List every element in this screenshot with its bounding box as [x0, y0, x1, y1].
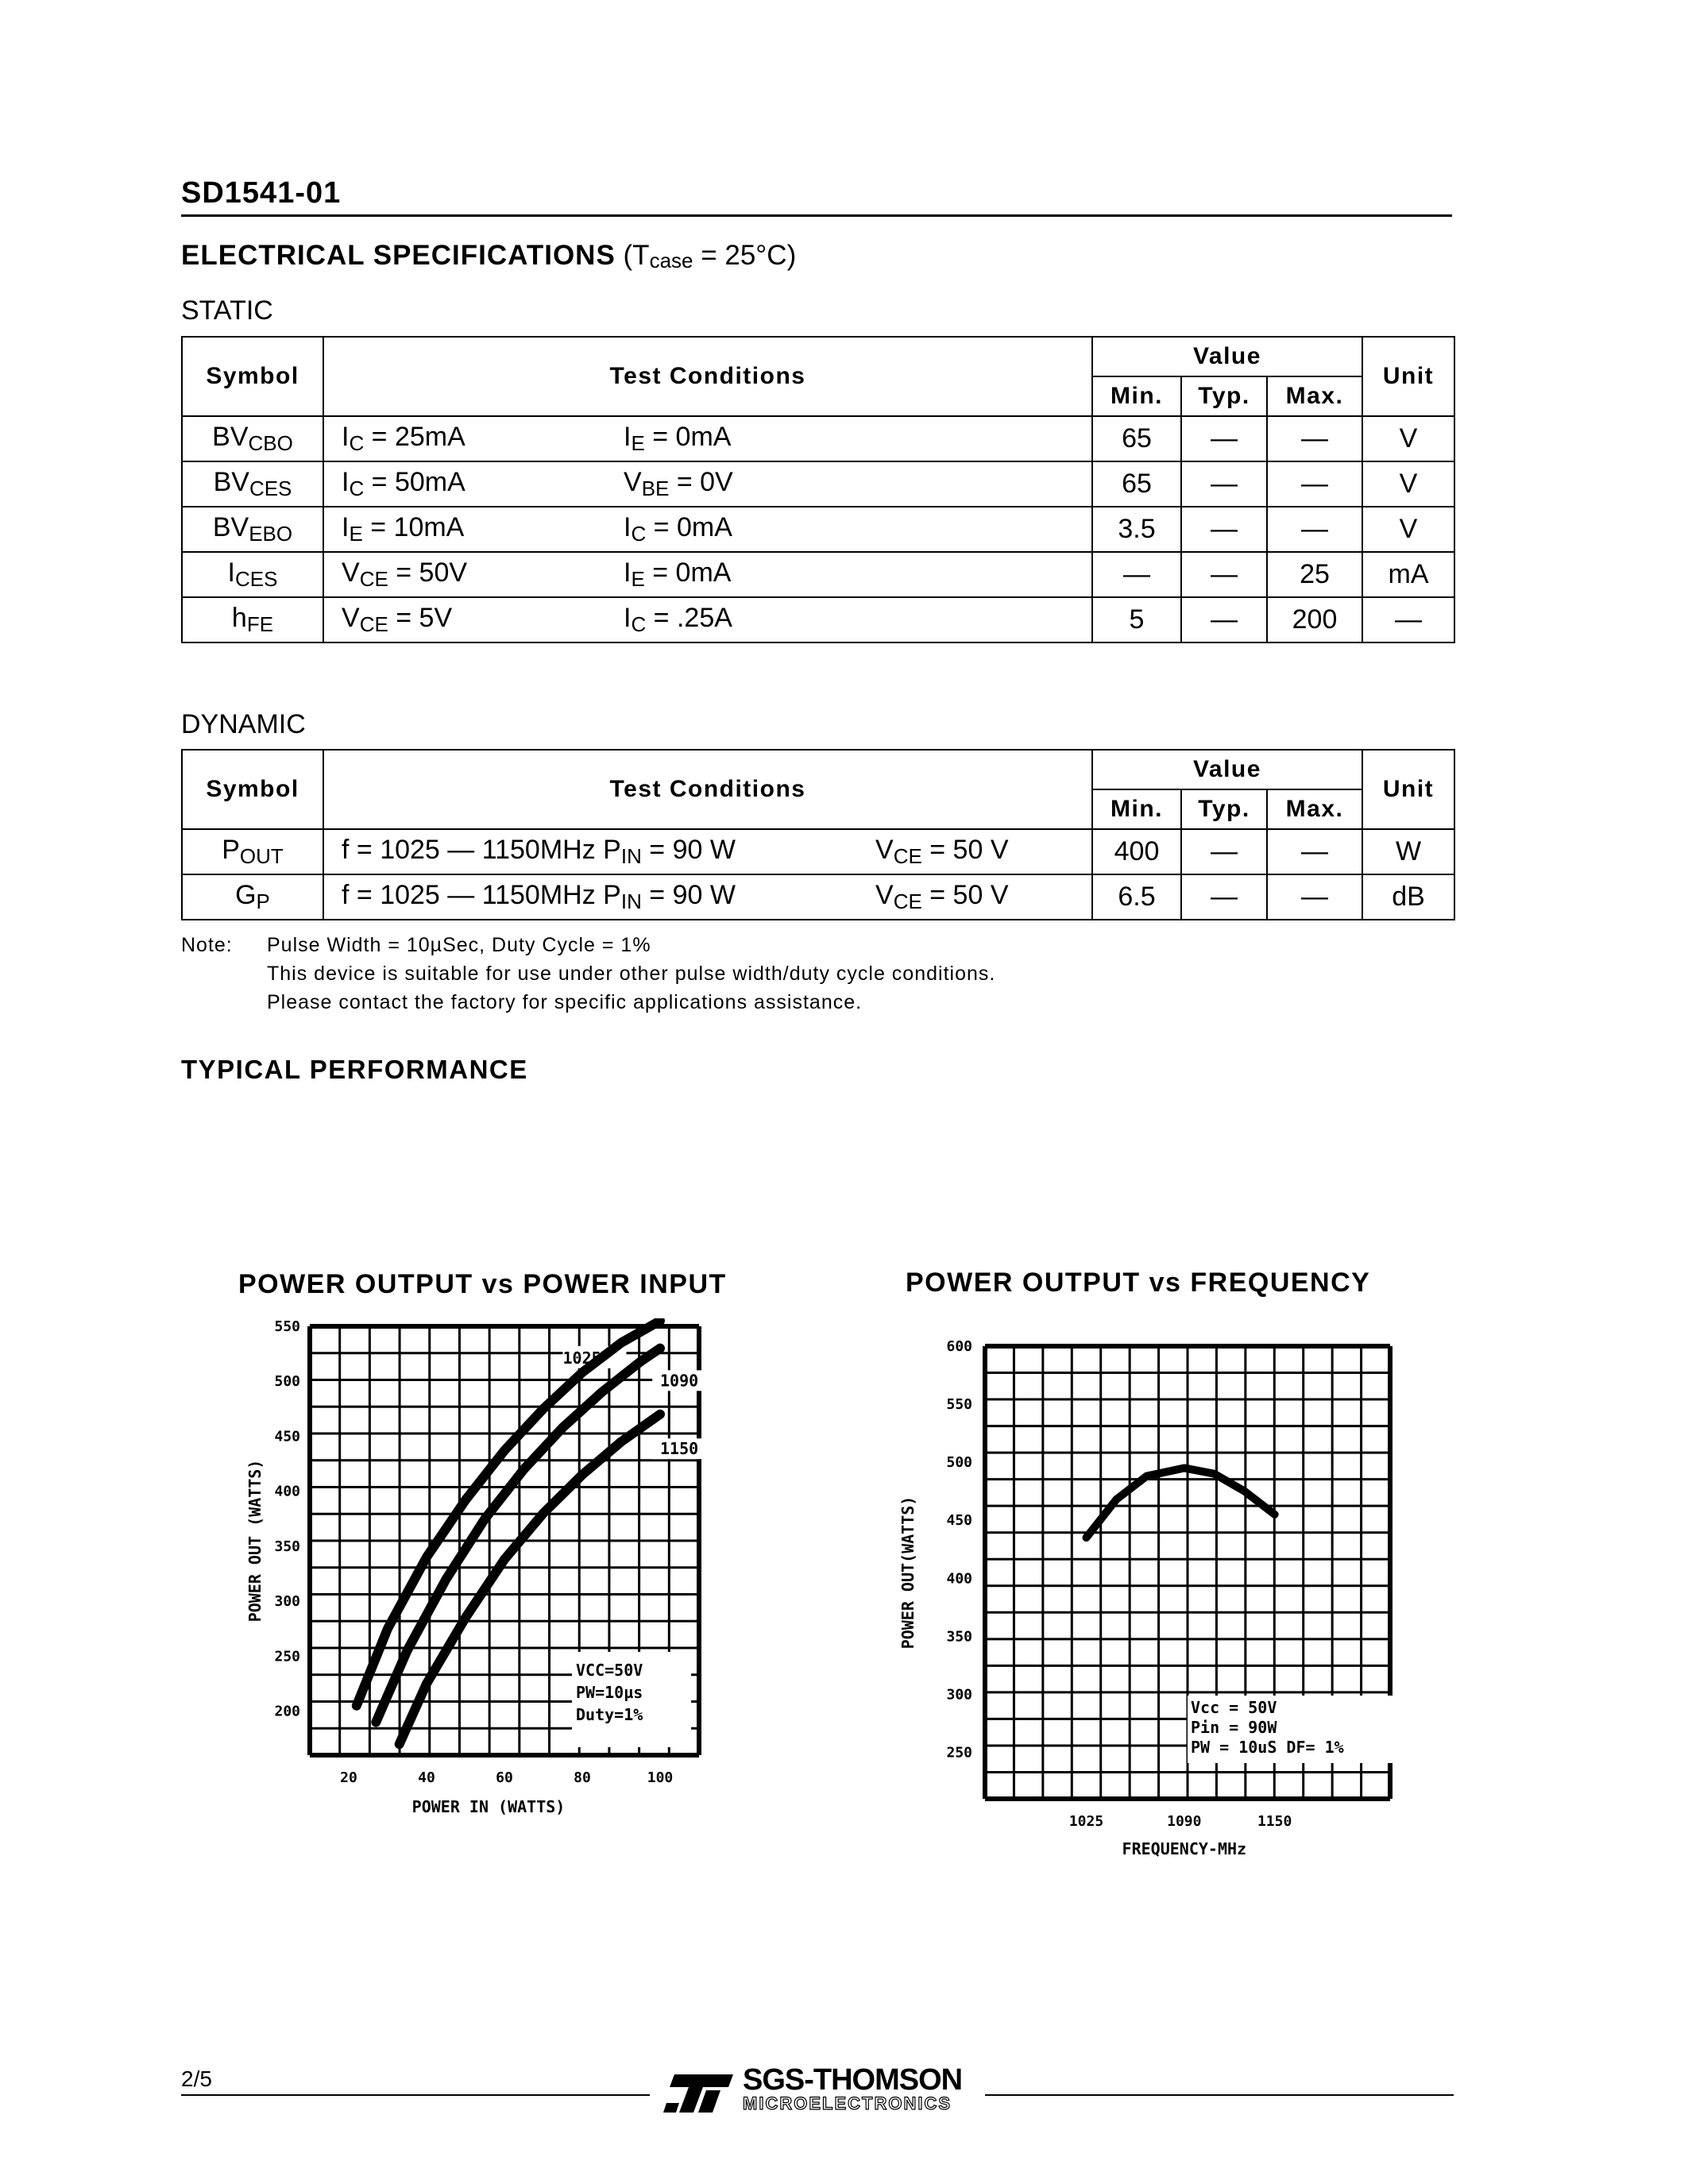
table-row	[182, 597, 1454, 642]
condition-2-sub: C	[631, 522, 647, 546]
col-max: Max.	[1267, 789, 1362, 829]
symbol: BV	[212, 512, 249, 542]
condition-1	[342, 512, 465, 546]
col-value: Value	[1092, 337, 1362, 376]
value-typ: —	[1181, 597, 1267, 642]
condition-2	[875, 880, 1009, 914]
condition-1-sub: CE	[359, 612, 388, 636]
chart-power-output-vs-power-input	[230, 1318, 755, 1890]
chart2-annotation-line: Pin = 90W	[1191, 1718, 1277, 1737]
y-tick-label: 350	[274, 1538, 300, 1555]
y-tick-label: 550	[946, 1396, 972, 1414]
condition-2-value: = 0V	[669, 467, 733, 497]
static-label: STATIC	[181, 295, 273, 326]
condition-1-value: = 90 W	[641, 835, 736, 865]
conditions-wrap	[342, 512, 1091, 546]
value-min: 6.5	[1092, 874, 1181, 920]
condition-1-sub: C	[349, 431, 365, 455]
symbol-cell	[182, 461, 323, 507]
value-typ: —	[1181, 416, 1267, 461]
condition-1	[342, 558, 468, 591]
series-label-1150: 1150	[660, 1439, 699, 1459]
header-rule	[181, 214, 1452, 217]
note-line-3: Please contact the factory for specific applications assistance.	[267, 991, 863, 1013]
symbol: I	[227, 558, 235, 588]
symbol-cell	[182, 874, 323, 920]
symbol: BV	[212, 422, 249, 452]
y-tick-label: 600	[946, 1338, 972, 1355]
part-number: SD1541-01	[181, 176, 342, 210]
condition-2-sub: E	[631, 567, 645, 591]
value-typ: —	[1181, 874, 1267, 920]
x-tick-label: 100	[647, 1769, 674, 1786]
col-min: Min.	[1092, 789, 1181, 829]
symbol: G	[235, 880, 257, 910]
condition-2	[624, 603, 732, 637]
condition-1-var: f = 1025 — 1150MHz P	[342, 835, 621, 865]
x-tick-label: 20	[340, 1769, 357, 1786]
value-typ: —	[1181, 507, 1267, 552]
table-row	[182, 874, 1454, 920]
col-typ: Typ.	[1181, 789, 1267, 829]
x-axis-label: POWER IN (WATTS)	[411, 1797, 566, 1816]
condition-1-value: = 10mA	[362, 512, 465, 542]
brand-division: MICROELECTRONICS	[743, 2093, 952, 2113]
test-conditions	[323, 829, 1092, 874]
test-conditions	[323, 874, 1092, 920]
symbol: BV	[213, 467, 249, 497]
condition-1	[342, 835, 736, 868]
y-tick-label: 400	[946, 1570, 972, 1588]
value-min: 3.5	[1092, 507, 1181, 552]
conditions-wrap	[342, 422, 1091, 456]
condition-1-var: I	[342, 512, 350, 542]
x-tick-label: 60	[496, 1769, 513, 1786]
condition-2-value: = 0mA	[646, 512, 732, 542]
x-axis-label: FREQUENCY-MHz	[1122, 1839, 1247, 1858]
symbol: h	[231, 603, 247, 633]
table-row	[182, 416, 1454, 461]
value-min: 5	[1092, 597, 1181, 642]
condition-2-sub: C	[631, 612, 647, 636]
footer-rule-left	[181, 2094, 650, 2096]
symbol-cell	[182, 507, 323, 552]
condition-1-sub: CE	[359, 567, 388, 591]
col-max: Max.	[1267, 376, 1362, 416]
st-logo-icon	[663, 2071, 735, 2116]
y-axis-label: POWER OUT(WATTS)	[898, 1495, 917, 1650]
series-label-1025: 1025	[562, 1348, 601, 1368]
footer-rule-right	[985, 2094, 1454, 2096]
col-test-conditions: Test Conditions	[323, 750, 1092, 829]
value-typ: —	[1181, 552, 1267, 597]
test-conditions	[323, 507, 1092, 552]
value-unit: V	[1362, 461, 1454, 507]
condition-2	[624, 558, 731, 592]
col-test-conditions: Test Conditions	[323, 337, 1092, 416]
brand-name: SGS-THOMSON	[743, 2063, 963, 2097]
table-row	[182, 829, 1454, 874]
conditions-wrap	[342, 467, 1091, 501]
condition-1-value: = 50mA	[364, 467, 465, 497]
symbol-cell	[182, 416, 323, 461]
test-conditions	[323, 461, 1092, 507]
note	[181, 931, 995, 1017]
value-unit: V	[1362, 507, 1454, 552]
y-tick-label: 350	[946, 1628, 972, 1646]
condition-2-value: = 0mA	[644, 422, 732, 452]
spec-cond-sub: case	[649, 249, 693, 272]
y-tick-label: 250	[946, 1744, 972, 1761]
page-number: 2/5	[181, 2066, 212, 2091]
symbol-cell	[182, 597, 323, 642]
col-min: Min.	[1092, 376, 1181, 416]
condition-2-var: I	[624, 603, 632, 633]
test-conditions	[323, 597, 1092, 642]
condition-2-var: V	[624, 467, 642, 497]
dynamic-table	[181, 749, 1455, 920]
condition-2-value: = 50 V	[921, 835, 1009, 865]
condition-2-sub: CE	[893, 844, 922, 868]
note-line-2: This device is suitable for use under other pulse width/duty cycle conditions.	[267, 963, 996, 985]
symbol-cell	[182, 552, 323, 597]
value-unit: mA	[1362, 552, 1454, 597]
static-table	[181, 336, 1455, 643]
x-tick-label: 80	[574, 1769, 591, 1786]
condition-2-value: = 0mA	[644, 558, 732, 588]
chart2-annotation-line: PW = 10uS DF= 1%	[1191, 1738, 1344, 1757]
conditions-wrap	[342, 880, 1091, 914]
value-max: —	[1267, 874, 1362, 920]
condition-2	[875, 835, 1009, 869]
symbol-subscript: EBO	[249, 522, 293, 546]
x-tick-label: 40	[418, 1769, 435, 1786]
conditions-wrap	[342, 558, 1091, 592]
y-tick-label: 250	[274, 1648, 300, 1665]
condition-2-var: V	[875, 835, 894, 865]
condition-1-var: f = 1025 — 1150MHz P	[342, 880, 621, 910]
note-label: Note:	[181, 934, 233, 956]
value-unit: W	[1362, 829, 1454, 874]
value-max: —	[1267, 461, 1362, 507]
symbol: P	[222, 835, 240, 865]
y-tick-label: 500	[946, 1454, 972, 1472]
symbol-subscript: CBO	[248, 431, 293, 455]
symbol-subscript: FE	[246, 612, 274, 636]
condition-2-value: = 50 V	[921, 880, 1009, 910]
value-unit: dB	[1362, 874, 1454, 920]
condition-2	[624, 512, 732, 546]
y-tick-label: 550	[274, 1318, 300, 1335]
condition-1-sub: IN	[620, 889, 642, 913]
y-tick-label: 400	[274, 1483, 300, 1500]
x-tick-label: 1150	[1257, 1813, 1292, 1830]
condition-2-sub: BE	[641, 477, 670, 500]
conditions-wrap	[342, 835, 1091, 869]
value-max: —	[1267, 829, 1362, 874]
condition-2-var: V	[875, 880, 894, 910]
note-line-1: Pulse Width = 10µSec, Duty Cycle = 1%	[267, 934, 651, 956]
chart1-title: POWER OUTPUT vs POWER INPUT	[238, 1269, 727, 1299]
x-tick-label: 1090	[1167, 1813, 1202, 1830]
y-tick-label: 200	[274, 1703, 300, 1720]
condition-1	[342, 603, 453, 636]
col-unit: Unit	[1362, 337, 1454, 416]
spec-cond-open: (T	[615, 240, 650, 271]
value-max: 25	[1267, 552, 1362, 597]
y-tick-label: 450	[946, 1512, 972, 1530]
condition-2-value: = .25A	[646, 603, 732, 633]
condition-2-var: I	[624, 558, 632, 588]
value-min: 400	[1092, 829, 1181, 874]
col-symbol: Symbol	[182, 337, 323, 416]
symbol-subscript: CES	[249, 477, 292, 500]
y-tick-label: 300	[274, 1593, 300, 1611]
test-conditions	[323, 416, 1092, 461]
dynamic-label: DYNAMIC	[181, 709, 306, 739]
col-unit: Unit	[1362, 750, 1454, 829]
test-conditions	[323, 552, 1092, 597]
table-row	[182, 552, 1454, 597]
condition-1-value: = 25mA	[364, 422, 465, 452]
y-tick-label: 450	[274, 1428, 300, 1445]
series-label-1090: 1090	[660, 1371, 699, 1391]
condition-1	[342, 422, 465, 455]
condition-1-var: I	[342, 467, 350, 497]
value-max: —	[1267, 416, 1362, 461]
condition-1-value: = 5V	[388, 603, 453, 633]
y-axis-label: POWER OUT (WATTS)	[245, 1459, 265, 1623]
conditions-wrap	[342, 603, 1091, 637]
value-min: 65	[1092, 416, 1181, 461]
condition-1-sub: C	[349, 477, 365, 500]
condition-2-var: I	[624, 422, 632, 452]
condition-1-var: I	[342, 422, 350, 452]
value-min: 65	[1092, 461, 1181, 507]
chart1-annotation-line: PW=10µs	[576, 1683, 643, 1702]
x-tick-label: 1025	[1068, 1813, 1104, 1830]
col-typ: Typ.	[1181, 376, 1267, 416]
chart2-annotation-line: Vcc = 50V	[1191, 1698, 1277, 1717]
value-typ: —	[1181, 829, 1267, 874]
y-tick-label: 500	[274, 1373, 300, 1391]
chart1-annotation-line: VCC=50V	[576, 1661, 643, 1680]
symbol-subscript: CES	[234, 567, 278, 591]
value-min: —	[1092, 552, 1181, 597]
condition-1-sub: IN	[620, 844, 642, 868]
spec-cond-close: = 25°C)	[693, 240, 797, 271]
condition-2-var: I	[624, 512, 632, 542]
condition-1-sub: E	[349, 522, 363, 546]
chart2-title: POWER OUTPUT vs FREQUENCY	[906, 1268, 1371, 1298]
value-unit: V	[1362, 416, 1454, 461]
condition-1-value: = 90 W	[641, 880, 736, 910]
value-typ: —	[1181, 461, 1267, 507]
condition-1-var: V	[342, 558, 360, 588]
value-unit: —	[1362, 597, 1454, 642]
condition-2-sub: CE	[893, 889, 922, 913]
condition-1	[342, 467, 465, 500]
condition-2	[624, 422, 731, 456]
condition-1	[342, 880, 736, 913]
table-row	[182, 507, 1454, 552]
spec-title: ELECTRICAL SPECIFICATIONS	[181, 240, 616, 271]
symbol-cell	[182, 829, 323, 874]
electrical-specifications-heading	[181, 240, 796, 273]
col-value: Value	[1092, 750, 1362, 789]
value-max: —	[1267, 507, 1362, 552]
chart1-annotation-line: Duty=1%	[576, 1705, 643, 1724]
typical-performance-heading: TYPICAL PERFORMANCE	[181, 1055, 528, 1084]
condition-1-value: = 50V	[388, 558, 468, 588]
y-tick-label: 300	[946, 1686, 972, 1704]
chart-power-output-vs-frequency	[890, 1334, 1462, 1874]
col-symbol: Symbol	[182, 750, 323, 829]
symbol-subscript: OUT	[239, 844, 284, 868]
condition-2-sub: E	[631, 431, 645, 455]
symbol-subscript: P	[256, 889, 270, 913]
table-row	[182, 461, 1454, 507]
condition-2	[624, 467, 733, 501]
condition-1-var: V	[342, 603, 360, 633]
value-max: 200	[1267, 597, 1362, 642]
